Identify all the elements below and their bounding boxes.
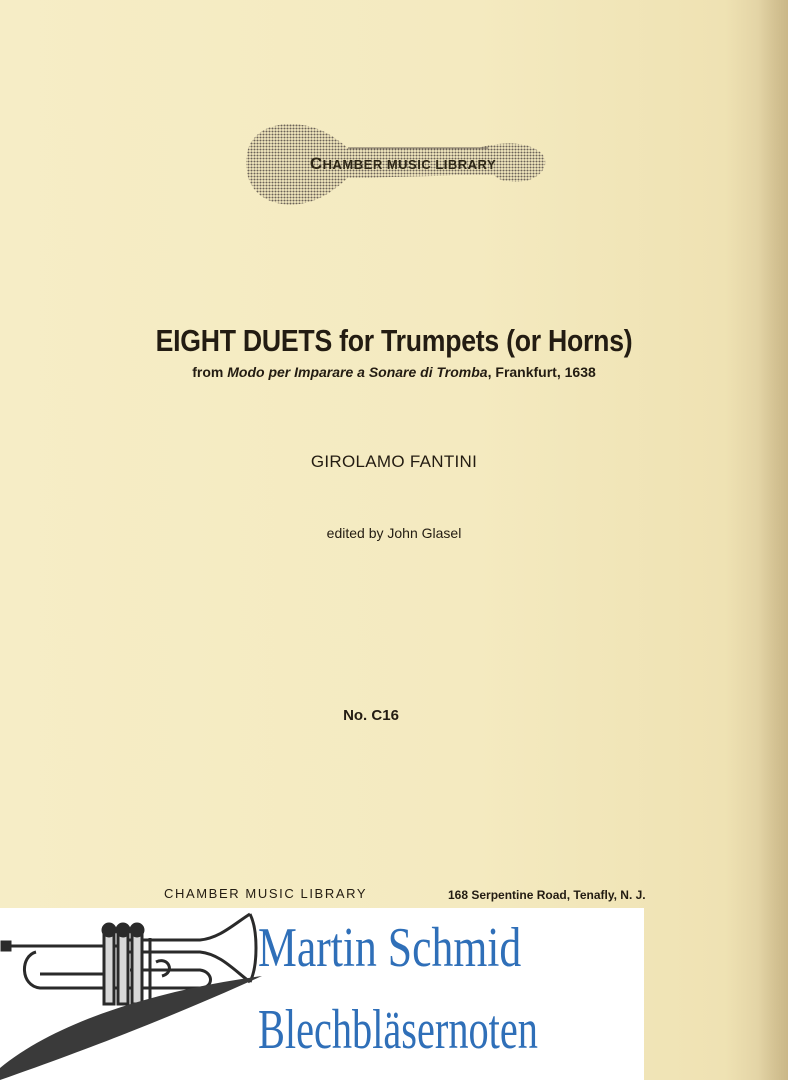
brand-name-line2: Blechbläsernoten: [258, 999, 538, 1061]
source-title: Modo per Imparare a Sonare di Tromba: [227, 364, 488, 380]
editor-credit: edited by John Glasel: [326, 525, 462, 541]
brand-name-line1: Martin Schmid: [258, 917, 522, 979]
logo-label: CHAMBER MUSIC LIBRARY: [309, 154, 497, 173]
publisher-address: 168 Serpentine Road, Tenafly, N. J.: [448, 888, 646, 902]
composer-name: GIROLAMO FANTINI: [310, 452, 478, 471]
seller-banner: [0, 908, 644, 1080]
subtitle: from Modo per Imparare a Sonare di Tromba, Frankfurt, 1638: [192, 364, 596, 380]
publisher-name: CHAMBER MUSIC LIBRARY: [164, 886, 368, 901]
chamber-music-library-logo: [238, 118, 548, 208]
trumpet-icon: [0, 908, 262, 1080]
catalog-number: No. C16: [343, 707, 399, 724]
page-title: EIGHT DUETS for Trumpets (or Horns): [155, 323, 633, 358]
